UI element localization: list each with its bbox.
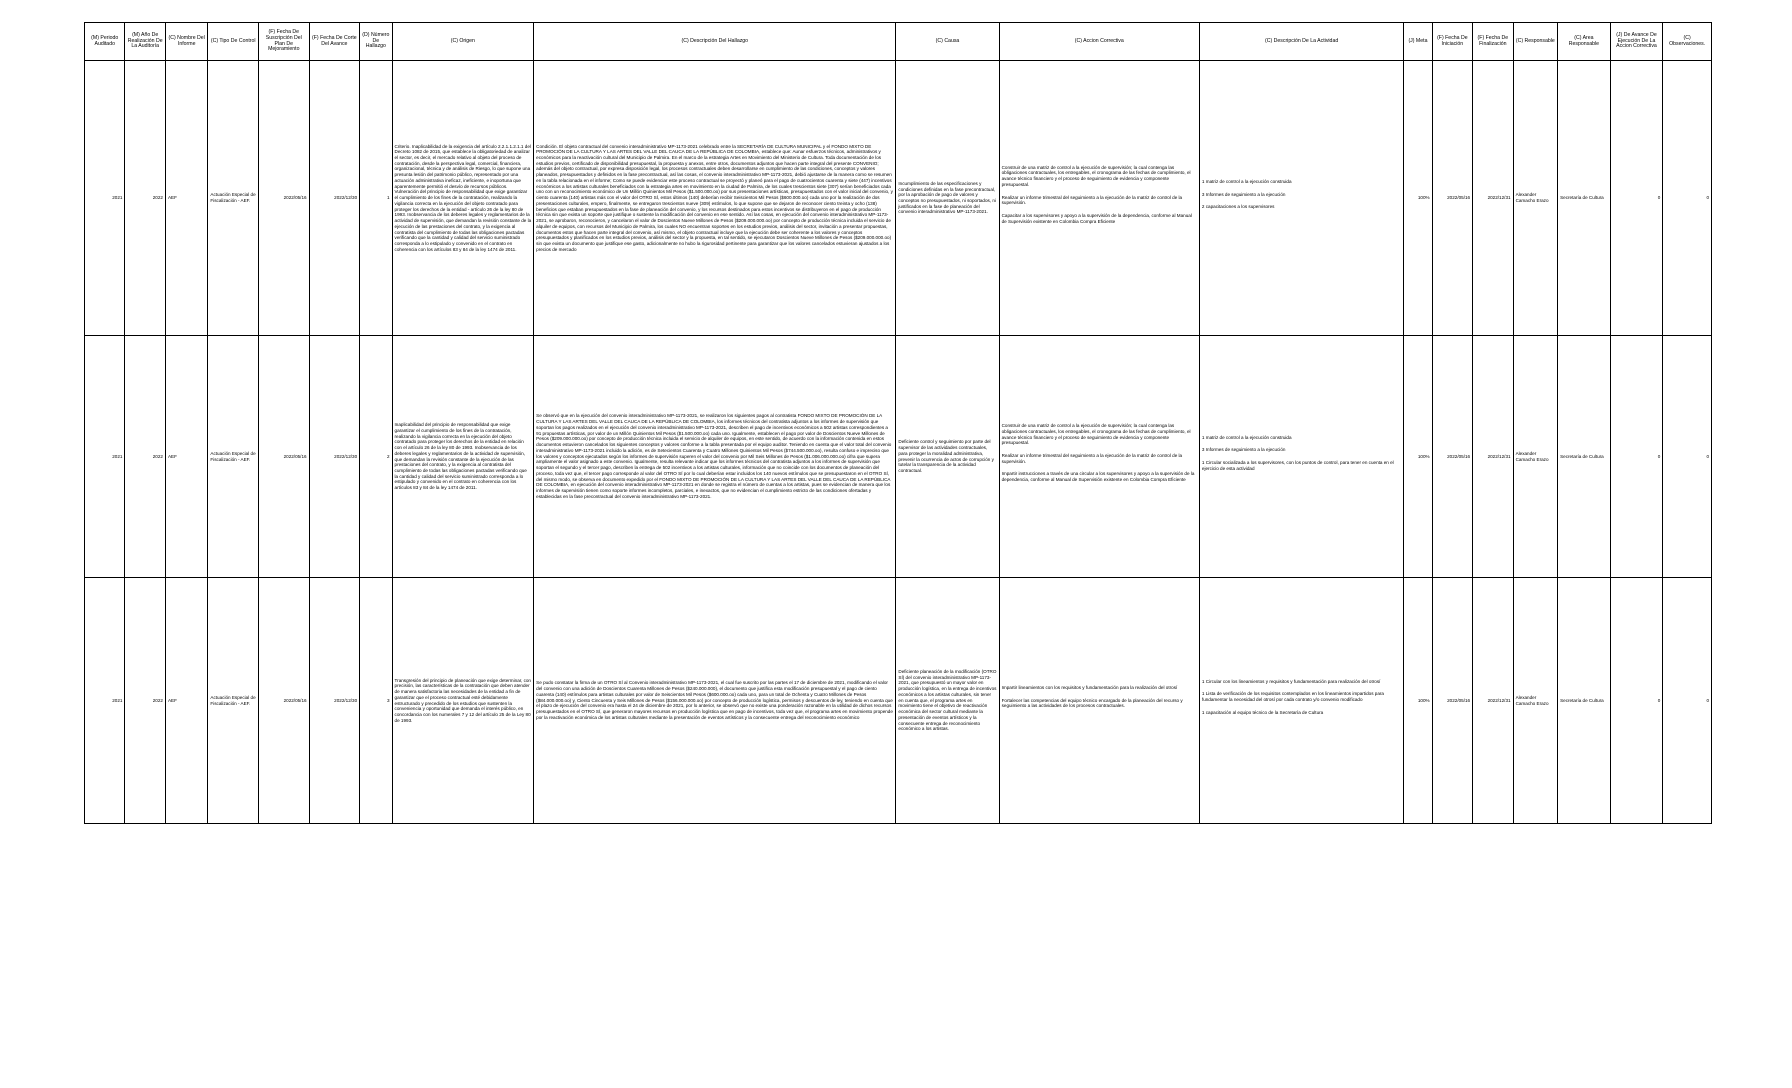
actividad-item: 1 capacitación al equipo técnico de la Secretaría de Cultura [1201, 709, 1324, 715]
accion-item: Realizar un informe trimestral del seguimiento a la ejecución de la matriz de control de la supervisión. [1001, 194, 1183, 206]
cell-area: Secretaría de Cultura [1558, 578, 1611, 824]
cell-actividad [1199, 61, 1403, 336]
cell-anio: 2022 [125, 336, 165, 578]
cell-causa: Deficiente control y seguimiento por parte del supervisor de las actividades contractuales, para proteger la moralidad administrativa, prevenir la ocurrencia de actos de corrupción y tutelar la transparencia de la actividad contractual. [896, 336, 999, 578]
header-origen: (C) Origen [392, 23, 534, 61]
header-actividad: (C) Descripción De La Actividad [1199, 23, 1403, 61]
actividad-item: 2 capacitaciones a los supervisores [1201, 204, 1275, 210]
cell-fecha-fin: 2022/12/31 [1473, 61, 1513, 336]
actividad-item: 1 Circular socializada a los supervisores, con los puntos de control, para tener en cuenta en el ejercicio de esta actividad [1201, 460, 1394, 471]
cell-periodo: 2021 [85, 61, 125, 336]
accion-item: Realizar un informe trimestral del seguimiento a la ejecución de la matriz de control de la supervisión. [1001, 453, 1183, 464]
cell-actividad [1199, 578, 1403, 824]
accion-item: Impartir lineamientos con los requisitos y fundamentación para la realización del otrosí [1001, 684, 1178, 690]
actividad-item: 1 matriz de control a la ejecución construida [1201, 434, 1292, 440]
header-tipo: (C) Tipo De Control [208, 23, 259, 61]
cell-tipo: Actuación Especial de Fiscalización - AEF. [208, 336, 259, 578]
cell-periodo: 2021 [85, 336, 125, 578]
cell-fecha-fin: 2022/12/31 [1473, 336, 1513, 578]
cell-numero: 3 [360, 578, 392, 824]
header-observaciones: (C) Observaciones. [1663, 23, 1712, 61]
header-accion: (C) Accion Correctiva [999, 23, 1199, 61]
cell-avance: 0 [1610, 578, 1663, 824]
cell-anio: 2022 [125, 578, 165, 824]
improvement-plan-table [84, 22, 1712, 824]
cell-accion [999, 61, 1199, 336]
cell-tipo: Actuación Especial de Fiscalización - AEF. [208, 61, 259, 336]
actividad-item: 3 Informes de seguimiento a la ejecución [1201, 191, 1286, 197]
cell-responsable: Alexander Camacho Erazo [1513, 336, 1558, 578]
cell-origen: Criterio. Inaplicabilidad de la exigencia del artículo 2.2.1.1.2.1.1 del Decreto 1082 de 2015, que establece la obligatoriedad de analizar el sector, es decir, el mercado relativo al objeto del proceso de contratación, desde la perspectiva legal, comercial, financiera, organizacional, técnica y de análisis de Riesgo, lo que supone una presunta lesión del patrimonio público, representado por una actuación administrativa ineficaz, ineficiente, e inoportuna que aparentemente permitió el desvío de recursos públicos. Vulneración del principio de responsabilidad que exige garantizar el cumplimiento de los fines de la contratación, realizando la vigilancia correcta en la ejecución del objeto contratado para proteger los derechos de la entidad - artículo 26 de la ley 80 de 1993. Inobservancia de los deberes legales y reglamentarios de la actividad de supervisión, que demandan la revisión constante de la ejecución de las prestaciones del contrato, y la exigencia al contratista del cumplimiento de todas las obligaciones pactadas verificando que la cantidad y calidad del servicio suministrado corresponda a lo estipulado y convenido en el contrato en coherencia con los artículos 83 y 84 de la ley 1474 de 2011. [392, 61, 534, 336]
header-area: (C) Area Responsable [1558, 23, 1611, 61]
table-row [85, 578, 1712, 824]
header-avance: (J) De Avance De Ejecución De La Accion Correctiva [1610, 23, 1663, 61]
cell-fecha-inicio: 2022/05/16 [1432, 336, 1472, 578]
accion-item: Capacitar a los supervisores y apoyo a la supervisión de la dependencia, conforme al Manual de Supervisión existente en Colombia Compra Eficiente [1001, 212, 1192, 224]
cell-observaciones: 0 [1663, 61, 1712, 336]
header-anio: (M) Año De Realización De La Auditoría [125, 23, 165, 61]
actividad-item: 1 Circular con los lineamientos y requisitos y fundamentación para realización del otrosí [1201, 678, 1381, 684]
header-fecha-corte: (F) Fecha De Corte Del Avance [309, 23, 360, 61]
actividad-item: 3 Informes de seguimiento a la ejecución [1201, 447, 1286, 453]
header-fecha-fin: (F) Fecha De Finalización [1473, 23, 1513, 61]
cell-fecha-corte: 2022/12/30 [309, 336, 360, 578]
cell-fecha-inicio: 2022/05/16 [1432, 578, 1472, 824]
cell-fecha-fin: 2022/12/31 [1473, 578, 1513, 824]
header-meta: (J) Meta [1404, 23, 1432, 61]
cell-observaciones: 0 [1663, 578, 1712, 824]
header-fecha-inicio: (F) Fecha De Iniciación [1432, 23, 1472, 61]
header-row [85, 23, 1712, 61]
actividad-item: 1 Lista de verificación de los requisitos contemplados en los lineamientos impartidos para fundamentar la necesidad del otrosí por cada contrato y/o convenio modificado [1201, 691, 1384, 702]
cell-numero: 2 [360, 336, 392, 578]
cell-causa: Incumplimiento de las especificaciones y condiciones definidas en la fase precontractual, por la aprobación de pago de valores y conceptos no presupuestados, ni soportados, ni justificados en la fase de planeación del convenio interadministrativo MP-1173-2021. [896, 61, 999, 336]
cell-tipo: Actuación Especial de Fiscalización - AEF. [208, 578, 259, 824]
cell-avance: 0 [1610, 61, 1663, 336]
header-informe: (C) Nombre Del Informe [165, 23, 207, 61]
cell-accion [999, 336, 1199, 578]
cell-descripcion: Se pudo constatar la firma de un OTRO SÍ al Convenio interadministrativo MP-1173-2021, el cual fue suscrito por las partes el 17 de diciembre de 2021, modificando el valor del convenio con una adición de Doscientos Cuarenta Millones de Pesos ($240.000.000), el documento que justifica esta modificación presupuestal y el pago de ciento cuarenta (140) estímulos para artistas culturales por valor de Seiscientos Mil Pesos ($600.000.oo) cada uno, para un total de Ochenta y Cuatro Millones de Pesos ($84.000.000.oo) y, Ciento Cincuenta y Seis Millones de Pesos ($156.000.000.oo) por concepto de producción logística, permisos y descuentos de ley, teniendo en cuenta que el plazo de ejecución del convenio era hasta el 24 de diciembre de 2021, por lo anterior, se observó que no existe una ponderación razonable en la utilidad de dichos recursos presupuestados en el OTRO SÍ, que generaron mayores recursos en producción logística que en pago de incentivos, toda vez que, el programa artes en movimiento propende por la reactivación económica de los artistas culturales mediante la presentación de eventos artísticos y la consecuente entrega del reconocimiento económico [534, 578, 896, 824]
cell-origen: Transgresión del principio de planeación que exige determinar, con precisión, las características de la contratación que deben atender de manera satisfactoria las necesidades de la entidad a fin de garantizar que el proceso contractual esté debidamente estructurado y precedido de los estudios que sustenten la conveniencia y oportunidad que demanda el interés público, en concordancia con los numerales 7 y 12 del artículo 25 de la Ley 80 de 1993. [392, 578, 534, 824]
cell-descripcion: Se observó que en la ejecución del convenio interadministrativo MP-1173-2021, se realizaron los siguientes pagos al contratista FONDO MIXTO DE PROMOCIÓN DE LA CULTURA Y LAS ARTES DEL VALLE DEL CAUCA DE LA REPÚBLICA DE COLOMBIA, los informes técnicos del contratista adjuntos a los informes de supervisión que soportan los pagos realizados en el ejecución del convenio interadministrativo MP-1173-2021, describen el pago de incentivos económicos a 502 artistas correspondientes a 91 propuestas artísticas, por valor de un Millón Quinientos Mil Pesos ($1.500.000.oo) cada uno. Igualmente, establecen el pago por valor de Doscientos Nueve Millones de Pesos ($209.000.000.oo) por concepto de producción técnica incluida el servicio de alquiler de equipos, en este sentido, de acuerdo con la información contenida en estos documentos estuvieron cancelados los siguientes conceptos y valores conforme a la tabla presentada por el equipo auditor. Teniendo en cuenta que el valor total del convenio interadministrativo MP-1173-2021 incluido la adición, es de Setecientos Cuarenta y Cuatro Millones Quinientos Mil Pesos ($744.500.000.oo), resulta confuso e impreciso que los valores y conceptos ejecutados según los informes de supervisión superen el valor del convenio por Mil Seis Millones de Pesos ($1.006.000.000.oo) cifra que supera ampliamente el valor asignado a este convenio. Igualmente, resulta relevante indicar que los informes técnicos del contratista adjuntos a los informes de supervisión que soportan el segundo y el tercer pago, describen la entrega de 502 incentivos a los artistas culturales, información que no coincide con los documentos de planeación del proceso, toda vez que, el tercer pago corresponde al valor del OTRO SÍ por lo cual deberían estar incluidos los 140 nuevos estímulos que se presupuestaron en el OTRO SÍ, del mismo modo, se observa en documento expedido por el FONDO MIXTO DE PROMOCIÓN DE LA CULTURA Y LAS ARTES DEL VALLE DEL CAUCA DE LA REPÚBLICA DE COLOMBIA, en ejecución del convenio interadministrativo MP-1173-2021 en donde se registra el número de cuentas a los artistas, pues se evidencian de manera que los informes de supervisión tienen como soporte informes incompletos, parciales, e inexactos, que no evidencian el cumplimiento estricto de las condiciones ofertadas y establecidas en la fase precontractual del convenio interadministrativo MP-1173-2021. [534, 336, 896, 578]
accion-item: Impartir instrucciones a través de una circular a los supervisores y apoyo a la supervisión de la dependencia, conforme al Manual de Supervisión existente en Colombia Compra Eficiente [1001, 471, 1195, 483]
cell-avance: 0 [1610, 336, 1663, 578]
cell-accion [999, 578, 1199, 824]
cell-anio: 2022 [125, 61, 165, 336]
cell-area: Secretaría de Cultura [1558, 61, 1611, 336]
cell-fecha-corte: 2022/12/30 [309, 61, 360, 336]
cell-meta: 100% [1404, 61, 1432, 336]
cell-meta: 100% [1404, 578, 1432, 824]
cell-area: Secretaría de Cultura [1558, 336, 1611, 578]
header-numero: (D) Número De Hallazgo [360, 23, 392, 61]
accion-item: Construir de una matriz de control a la ejecución de supervisión; la cual contenga las obligaciones contractuales, los entregables, el cronograma de las fechas de cumplimiento, el avance técnico financiero y el proceso de seguimiento de evidencia y componente presupuestal. [1001, 423, 1191, 446]
cell-origen: Inaplicabilidad del principio de responsabilidad que exige garantizar el cumplimiento de los fines de la contratación, realizando la vigilancia correcta en la ejecución del objeto contratado para proteger los derechos de la entidad en relación con el artículo 26 de la ley 80 de 1993. Inobservancia de los deberes legales y reglamentarios de la actividad de supervisión, que demandan la revisión constante de la ejecución de las prestaciones del contrato, y la exigencia al contratista del cumplimiento de todas las obligaciones pactadas verificando que la cantidad y calidad del servicio suministrado corresponda a lo estipulado y convenido en el contrato en coherencia con los artículos 83 y 84 de la ley 1474 de 2011. [392, 336, 534, 578]
cell-fecha-suscripcion: 2022/05/16 [259, 578, 310, 824]
accion-item: Construir de una matriz de control a la ejecución de supervisión; la cual contenga las obligaciones contractuales, los entregables, el cronograma de las fechas de cumplimiento, el avance técnico financiero y el proceso de seguimiento de evidencia y componente presupuestal. [1001, 164, 1191, 187]
cell-observaciones: 0 [1663, 336, 1712, 578]
actividad-item: 1 matriz de control a la ejecución construida [1201, 178, 1292, 184]
cell-responsable: Alexander Camacho Erazo [1513, 61, 1558, 336]
header-fecha-suscripcion: (F) Fecha De Suscripción Del Plan De Mejoramiento [259, 23, 310, 61]
cell-informe: AEF [165, 61, 207, 336]
accion-item: Fortalecer las competencias del equipo técnico encargado de la planeación del recurso y seguimiento a las actividades de los procesos contractuales. [1001, 697, 1183, 709]
cell-actividad [1199, 336, 1403, 578]
header-periodo: (M) Periodo Auditado [85, 23, 125, 61]
cell-informe: AEF [165, 578, 207, 824]
header-causa: (C) Causa [896, 23, 999, 61]
findings-sheet [84, 22, 1712, 824]
cell-fecha-inicio: 2022/05/16 [1432, 61, 1472, 336]
header-responsable: (C) Responsable [1513, 23, 1558, 61]
cell-informe: AEF [165, 336, 207, 578]
cell-fecha-suscripcion: 2022/05/16 [259, 336, 310, 578]
cell-fecha-suscripcion: 2022/05/16 [259, 61, 310, 336]
cell-meta: 100% [1404, 336, 1432, 578]
cell-numero: 1 [360, 61, 392, 336]
cell-causa: Deficiente planeación de la modificación (OTRO SÍ) del convenio interadministrativo MP-1173-2021, que presupuestó un mayor valor en producción logística, en la entrega de incentivos económicos a los artistas culturales, sin tener en cuenta que, el programa artes en movimiento tiene el objetivo de reactivación económica del sector cultural mediante la presentación de eventos artísticos y la consecuente entrega de reconocimiento económico a los artistas. [896, 578, 999, 824]
table-row [85, 336, 1712, 578]
cell-responsable: Alexander Camacho Erazo [1513, 578, 1558, 824]
cell-periodo: 2021 [85, 578, 125, 824]
header-descripcion: (C) Descripción Del Hallazgo [534, 23, 896, 61]
table-row [85, 61, 1712, 336]
cell-fecha-corte: 2022/12/30 [309, 578, 360, 824]
cell-descripcion: Condición. El objeto contractual del convenio interadministrativo MP-1173-2021 celebrado entre la SECRETARÍA DE CULTURA MUNICIPAL y el FONDO MIXTO DE PROMOCIÓN DE LA CULTURA Y LAS ARTES DEL VALLE DEL CAUCA DE LA REPÚBLICA DE COLOMBIA, establece que: Aunar esfuerzos técnicos, administrativos y económicos para la reactivación cultural del Municipio de Palmira. En el marco de la estrategia Artes en Movimiento del Ministerio de Cultura. Toda documentación de los estudios previos, certificado de disponibilidad presupuestal, la propuesta y anexos, entre otros, documentos adjuntos que hacen parte integral del presente CONVENIO; además del objeto contractual, por expresa disposición legal, los procesos contractuales deben desarrollarse en cumplimiento de las condiciones, conceptos y valores planeados, presupuestados y definidos en la fase precontractual, así las cosas, el convenio interadministrativo MP-1173-2021, debió ajustarse de la manera como se resumen en la tabla relacionada en el informe; Como se puede evidenciar este proceso contractual se proyectó y planeó para el pago de cuatrocientos cuarenta y siete (447) incentivos económicos a los artistas culturales beneficiados con la estrategia artes en movimiento en la ciudad de Palmira, de los cuales trescientos siete (307) serían beneficiados cada uno con un reconocimiento económico de Un Millón Quinientos Mil Pesos ($1.500.000.oo) por sus presentaciones artísticas, presupuestados con el valor inicial del convenio, y ciento cuarenta (140) artistas más con el valor del OTRO SÍ, estos últimos (140) deberían recibir Seiscientos Mil Pesos ($600.000.oo) cada uno por la realización de dos presentaciones culturales, empero, finalmente, se entregaron trescientos nueve (309) estímulos, lo que supone que se dejaron de reconocer ciento treinta y ocho (138) beneficios que estaban presupuestados en la fase de planeación del convenio, y los recursos destinados para estos incentivos se distribuyeron en el pago de producción técnica sin que exista un soporte que justifique o sustente la modificación del convenio en ese sentido. Así las cosas, en ejecución del convenio interadministrativo MP-1173-2021, se aprobaron, reconocieron, y cancelaron el valor de Doscientos Nueve Millones de Pesos ($209.000.000.oo) por concepto de producción técnica incluida el servicio de alquiler de equipos, con recursos del Municipio de Palmira, los cuales NO encuentran soportes en los estudios previos, análisis del sector, invitación a presentar propuestas, documentos estos que hacen parte integral del convenio, así mismo, el objeto contractual incluye que la ejecución debe ser coherente a los valores y conceptos presupuestados y planificados en los estudios previos, análisis del sector y la propuesta, en tal sentido, se ejecutaron Doscientos Nueve Millones de Pesos ($209.000.000.oo) sin que exista un documento que justifique ese gasto, adicionalmente no hubo la rigurosidad pertinente para garantizar que los valores cancelados estuvieran ajustados a los precios de mercado [534, 61, 896, 336]
